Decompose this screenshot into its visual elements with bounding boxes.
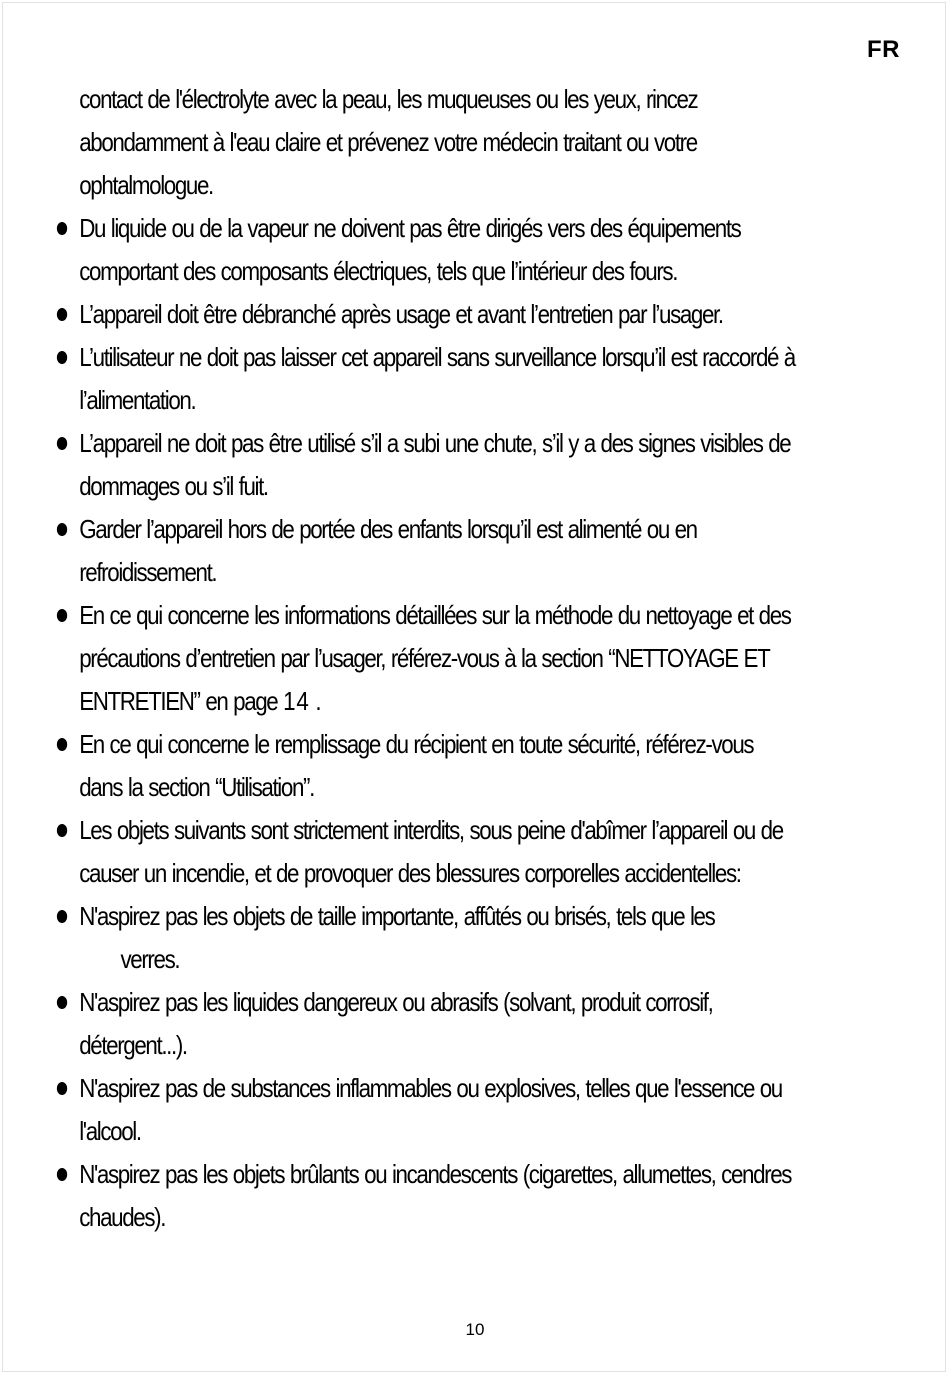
list-item-continuation: verres. xyxy=(120,944,180,974)
list-item-text: N'aspirez pas les liquides dangereux ou abrasifs (solvant, produit corrosif, détergent...). xyxy=(79,987,713,1060)
list-item xyxy=(56,594,796,723)
list-item xyxy=(56,895,796,981)
bullet-icon xyxy=(57,609,67,622)
list-item-text: L’utilisateur ne doit pas laisser cet appareil sans surveillance lorsqu’il est raccordé à l’alimentation. xyxy=(79,342,795,415)
page-number: 10 xyxy=(465,1320,485,1339)
bullet-icon xyxy=(57,222,67,235)
list-item xyxy=(56,508,796,594)
list-item-text xyxy=(79,594,795,723)
bullet-icon xyxy=(57,308,67,321)
list-item-text xyxy=(79,895,795,981)
list-item xyxy=(56,336,796,422)
list-item-text: Du liquide ou de la vapeur ne doivent pas être dirigés vers des équipements comportant des composants électriques, tels que l’intérieur des fours. xyxy=(79,213,741,286)
cleaning-reference-text: En ce qui concerne les informations détaillées sur la méthode du nettoyage et des précautions d’entretien par l’usager, référez-vous à la section “NETTOYAGE ET ENTRETIEN” en page xyxy=(79,600,791,716)
bullet-icon xyxy=(57,523,67,536)
list-item xyxy=(56,723,796,809)
list-item xyxy=(56,293,796,336)
list-item xyxy=(56,422,796,508)
list-item-text: N'aspirez pas de substances inflammables ou explosives, telles que l'essence ou l'alcool. xyxy=(79,1073,782,1146)
page-content xyxy=(56,78,796,1239)
bullet-icon xyxy=(57,910,67,923)
list-item-first-line: N'aspirez pas les objets de taille importante, affûtés ou brisés, tels que les xyxy=(79,901,715,931)
intro-paragraph: contact de l'électrolyte avec la peau, les muqueuses ou les yeux, rincez abondamment à l'eau claire et prévenez votre médecin traitant ou votre ophtalmologue. xyxy=(79,84,698,200)
list-item-text: En ce qui concerne le remplissage du récipient en toute sécurité, référez-vous dans la section “Utilisation”. xyxy=(79,729,754,802)
list-item-text: Les objets suivants sont strictement interdits, sous peine d'abîmer l’appareil ou de causer un incendie, et de provoquer des blessures corporelles accidentelles: xyxy=(79,815,783,888)
bullet-icon xyxy=(57,437,67,450)
bullet-icon xyxy=(57,824,67,837)
list-item xyxy=(56,981,796,1067)
bullet-icon xyxy=(57,996,67,1009)
list-item-text: L’appareil ne doit pas être utilisé s’il a subi une chute, s’il y a des signes visibles de dommages ou s’il fuit. xyxy=(79,428,791,501)
language-tag: FR xyxy=(867,36,900,63)
list-item-text: L’appareil doit être débranché après usage et avant l’entretien par l’usager. xyxy=(79,299,723,329)
bullet-icon xyxy=(57,1082,67,1095)
list-item xyxy=(56,207,796,293)
bullet-icon xyxy=(57,738,67,751)
list-item-text: N'aspirez pas les objets brûlants ou incandescents (cigarettes, allumettes, cendres chaudes). xyxy=(79,1159,792,1232)
list-item-text: Garder l’appareil hors de portée des enfants lorsqu’il est alimenté ou en refroidissement. xyxy=(79,514,697,587)
bullet-icon xyxy=(57,1168,67,1181)
list-item xyxy=(56,809,796,895)
page-reference-suffix: . xyxy=(315,686,321,716)
list-item xyxy=(56,1067,796,1153)
page-reference: 14 xyxy=(283,686,310,716)
bullet-icon xyxy=(57,351,67,364)
list-item xyxy=(56,1153,796,1239)
